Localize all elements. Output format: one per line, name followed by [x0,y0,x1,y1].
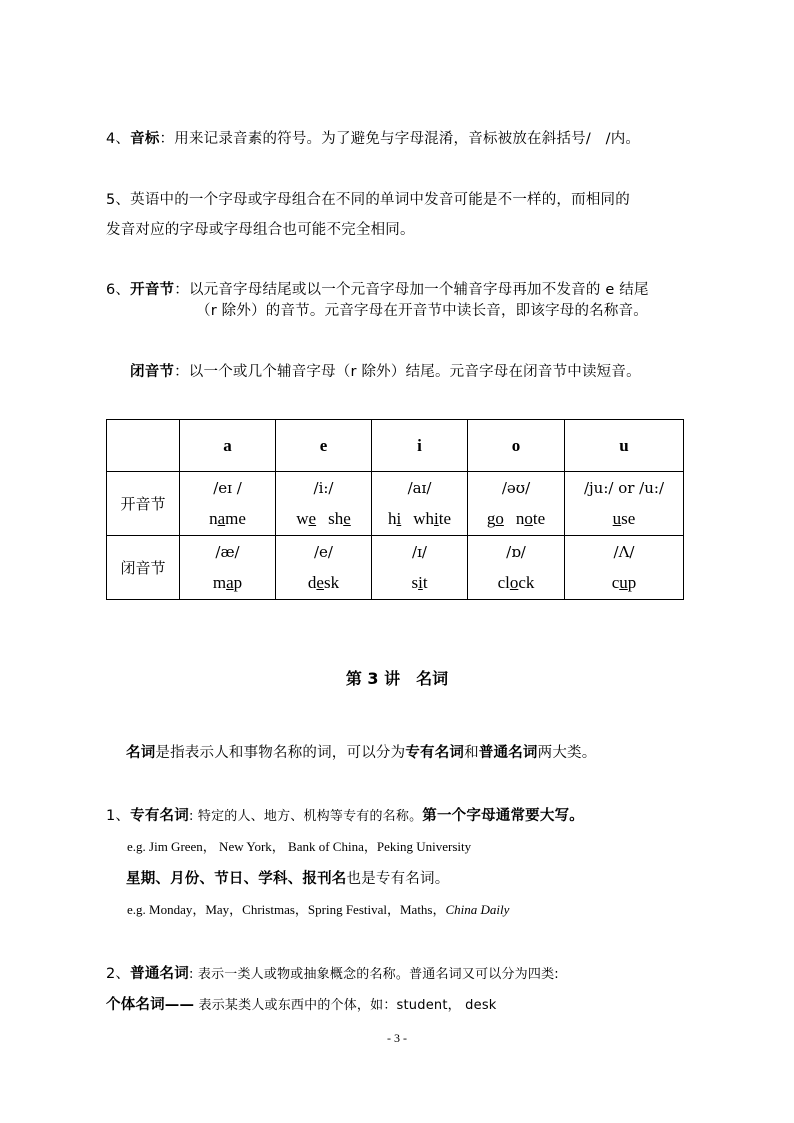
item-4-text: ：用来记录音素的符号。为了避免与字母混淆，音标被放在斜括号/ /内。 [159,131,641,147]
proper-noun-example-1: e.g. Jim Green， New York， Bank of China，Peking University [127,839,472,854]
proper-noun-text: : 特定的人、地方、机构等专有的名称。 [188,809,423,824]
item-5-line-1: 5、英语中的一个字母或字母组合在不同的单词中发音可能是不一样的，而相同的 [106,192,630,208]
table-header-o: o [468,420,565,472]
closed-syllable-text: ：以一个或几个辅音字母（r 除外）结尾。元音字母在闭音节中读短音。 [174,364,641,380]
item-6-line-1 [106,278,649,299]
table-cell [565,536,684,600]
phonetic: /ɒ/ [506,542,526,561]
table-header-blank [107,420,180,472]
example-word: name [209,508,246,528]
proper-noun-note-bold: 星期、月份、节日、学科、报刊名 [126,871,347,887]
proper-noun-term: 专有名词 [130,808,189,824]
table-cell [276,536,372,600]
proper-noun-example-2-italic: China Daily [445,902,510,917]
common-noun-term: 普通名词 [130,966,189,982]
proper-noun-example-2 [127,899,509,918]
common-noun-text: : 表示一类人或物或抽象概念的名称。普通名词又可以分为四类: [188,967,559,982]
intro-term-noun: 名词 [126,745,156,761]
table-cell [565,472,684,536]
phonetic: /æ/ [215,542,240,561]
table-cell [180,536,276,600]
example-word: go note [486,508,546,528]
phonetic: /ju:/ or /u:/ [583,478,665,497]
table-header-u: u [565,420,684,472]
table-row-open-syllable [107,472,684,536]
table-header-i: i [372,420,468,472]
phonetic: /aɪ/ [407,478,432,497]
proper-noun-example-2-text: e.g. Monday，May，Christmas，Spring Festival，Maths， [127,902,446,917]
example-word: cup [611,572,637,592]
table-cell [180,472,276,536]
common-noun-number: 2、 [106,966,131,982]
common-noun-definition [106,962,559,983]
intro-text: 是指表示人和事物名称的词，可以分为 [155,745,406,761]
table-cell [372,536,468,600]
phonetic: /i:/ [313,478,334,497]
individual-noun-text: 表示某类人或东西中的个体，如：student， desk [194,998,497,1013]
example-word: use [612,508,636,528]
example-word: desk [307,572,340,592]
phonetic: /eɪ / [213,478,242,497]
individual-noun-definition [106,993,497,1014]
item-4 [106,127,640,148]
lecture-title: 第 3 讲 名词 [345,669,449,688]
phonetic: /e/ [314,542,333,561]
example-word: we she [296,508,351,528]
table-header-e: e [276,420,372,472]
example-word: clock [497,572,535,592]
item-4-number: 4、 [106,131,131,147]
table-cell [372,472,468,536]
intro-text-end: 两大类。 [537,745,597,761]
item-6-number: 6、 [106,282,131,298]
proper-noun-rule: 第一个字母通常要大写。 [422,808,584,824]
table-header-a: a [180,420,276,472]
table-cell [276,472,372,536]
item-5-line-2: 发音对应的字母或字母组合也可能不完全相同。 [106,222,415,238]
intro-text-and: 和 [464,745,479,761]
example-word: map [212,572,243,592]
table-cell [468,536,565,600]
page-number: - 3 - [387,1031,407,1045]
intro-term-proper: 专有名词 [405,745,465,761]
item-4-term: 音标 [130,131,160,147]
item-6-line-2: （r 除外）的音节。元音字母在开音节中读长音，即该字母的名称音。 [196,303,648,319]
example-word: hi white [387,508,452,528]
proper-noun-note-rest: 也是专有名词。 [346,871,450,887]
table-cell [468,472,565,536]
phonetic: /əʊ/ [501,478,531,497]
intro-term-common: 普通名词 [478,745,538,761]
example-word: sit [411,572,428,592]
item-6-text: ：以元音字母结尾或以一个元音字母加一个辅音字母再加不发音的 e 结尾 [174,282,649,298]
proper-noun-definition [106,804,584,825]
closed-syllable-definition [130,360,641,381]
table-header-row [107,420,684,472]
noun-intro [126,741,596,762]
proper-noun-number: 1、 [106,808,131,824]
closed-syllable-term: 闭音节 [130,364,175,380]
individual-noun-term: 个体名词—— [106,997,195,1013]
phonetic: /ɪ/ [412,542,427,561]
phonetic: /Λ/ [613,542,635,561]
row-label-open: 开音节 [107,472,180,536]
row-label-closed: 闭音节 [107,536,180,600]
proper-noun-note [126,867,449,888]
table-row-closed-syllable [107,536,684,600]
vowel-syllable-table [106,419,684,600]
item-6-term: 开音节 [130,282,175,298]
